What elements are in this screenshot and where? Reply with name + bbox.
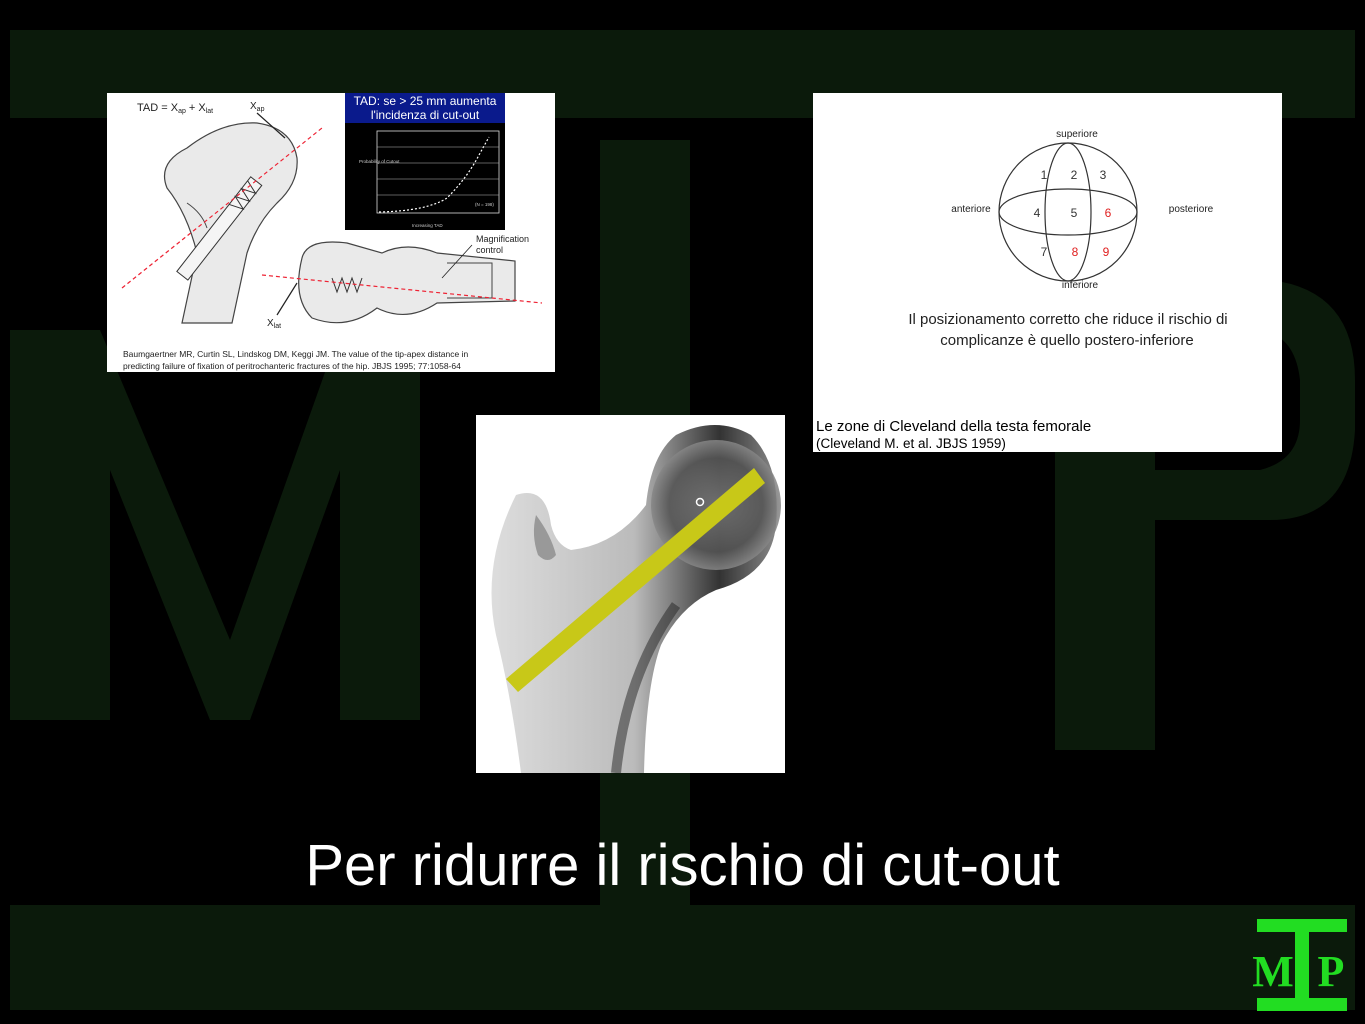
tad-diagram xyxy=(107,93,555,372)
logo-letter-m: M xyxy=(1252,947,1294,996)
femur-xray xyxy=(476,415,785,773)
magnification-label-2: control xyxy=(476,245,504,255)
zone-7: 7 xyxy=(1040,245,1048,259)
label-superiore: superiore xyxy=(1056,129,1098,140)
cleveland-figure xyxy=(813,93,1282,452)
zone-sphere xyxy=(999,143,1137,281)
label-inferiore: inferiore xyxy=(1061,280,1099,291)
xlat-arrow xyxy=(277,283,297,315)
chart-title-line2: l'incidenza di cut-out xyxy=(370,108,480,122)
caption-line2: (Cleveland M. et al. JBJS 1959) xyxy=(816,436,1006,451)
zone-4: 4 xyxy=(1033,206,1041,220)
magnification-label-1: Magnification xyxy=(476,234,530,244)
cutout-chart xyxy=(345,93,505,230)
chart-title-line1: TAD: se > 25 mm aumenta xyxy=(353,94,497,108)
caption-line1: Le zone di Cleveland della testa femorale xyxy=(816,418,1092,435)
zone-6: 6 xyxy=(1104,206,1112,220)
chart-note: (N = 198) xyxy=(475,202,494,207)
chart-ylabel: Probability of Cutout xyxy=(359,159,400,164)
xray-image xyxy=(476,415,785,773)
zone-1: 1 xyxy=(1040,168,1048,182)
tad-figure xyxy=(107,93,555,372)
zone-3: 3 xyxy=(1099,168,1107,182)
label-anteriore: anteriore xyxy=(951,204,991,215)
xlat-label: $X_{lat}$ xyxy=(267,318,282,330)
zone-9: 9 xyxy=(1102,245,1110,259)
statement-line2: complicanze è quello postero-inferiore xyxy=(940,332,1194,349)
citation-line2: predicting failure of fixation of peritrochanteric fractures of the hip. JBJS 1995; 77:1058-64 xyxy=(123,361,461,371)
xap-label: $X_{ap}$ xyxy=(250,101,265,113)
slide-title: Per ridurre il rischio di cut-out xyxy=(305,833,1060,898)
mp-logo xyxy=(1252,919,1347,1011)
cleveland-diagram xyxy=(813,93,1282,452)
label-posteriore: posteriore xyxy=(1168,204,1214,215)
tad-formula: TAD = Xap + Xlat xyxy=(137,102,214,115)
logo-letter-p: P xyxy=(1317,947,1345,996)
chart-xlabel: Increasing TAD xyxy=(412,223,443,228)
citation-line1: Baumgaertner MR, Curtin SL, Lindskog DM, Keggi JM. The value of the tip-apex distance in xyxy=(123,349,469,359)
statement-line1: Il posizionamento corretto che riduce il rischio di xyxy=(908,311,1228,328)
zone-2: 2 xyxy=(1070,168,1078,182)
zone-8: 8 xyxy=(1071,245,1079,259)
zone-5: 5 xyxy=(1070,206,1078,220)
